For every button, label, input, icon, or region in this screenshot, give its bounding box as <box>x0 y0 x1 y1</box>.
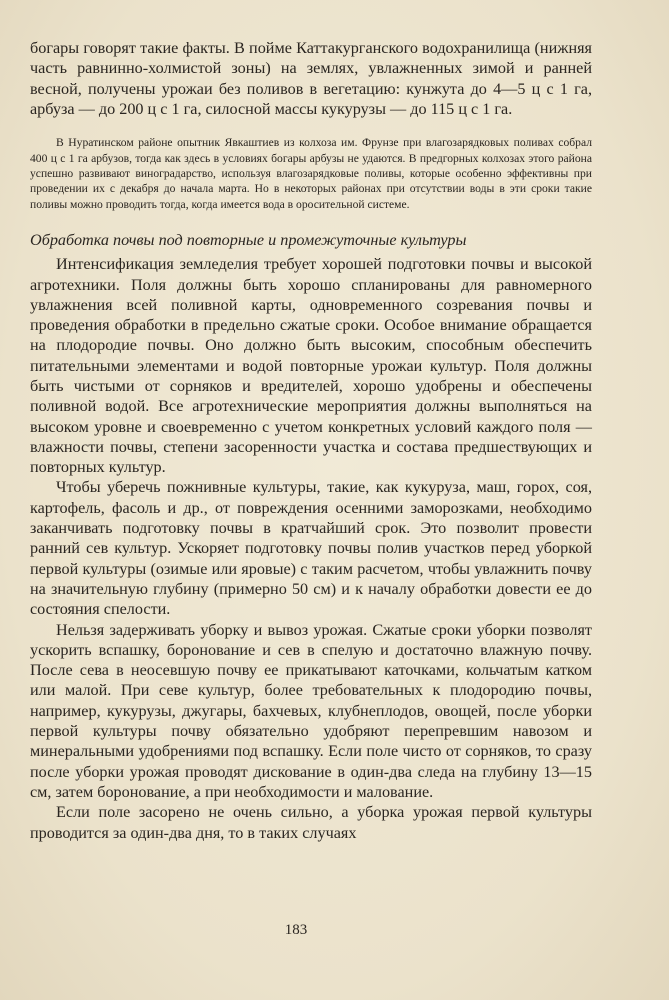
body-paragraph: Если поле засорено не очень сильно, а уборка урожая первой культуры проводится за один-два дня, то в таких случаях <box>30 803 592 842</box>
page-number: 183 <box>284 922 308 938</box>
body-paragraph: Нельзя задерживать уборку и вывоз урожая. Сжатые сроки уборки позволят ускорить вспашку, боронование и сев в спелую и достаточно влажную почву. После сева в неосевшую почву ее прикатывают каточками, кольчатым катком или малой. При севе культур, более требовательных к плодородию почвы, например, кукурузы, джугары, бахчевых, клубнеплодов, овощей, после уборки первой культуры почву обязательно удобряют перепревшим навозом и минеральными удобрениями под вспашку. Если поле чисто от сорняков, то сразу после уборки урожая проводят дискование в один-два следа на глубину 13—15 см, затем боронование, а при необходимости и малование. <box>30 620 592 801</box>
body-paragraph: Интенсификация земледелия требует хорошей подготовки почвы и высокой агротехники. Поля должны быть хорошо спланированы для равномерного увлажнения всей поливной карты, одновременного созревания почвы и проведения обработки в предельно сжатые сроки. Особое внимание обращается на плодородие почвы. Оно должно быть высоким, способным обеспечить питательными элементами и водой повторные урожаи культур. Поля должны быть чистыми от сорняков и вредителей, хорошо удобрены и обеспечены поливной водой. Все агротехнические мероприятия должны выполняться на высоком уровне и своевременно с учетом конкретных условий каждого поля — влажности почвы, степени засоренности участка и состава предшествующих и повторных культур. <box>30 255 592 477</box>
body-paragraph: Чтобы уберечь пожнивные культуры, такие, как кукуруза, маш, горох, соя, картофель, фасоль и др., от повреждения осенними заморозками, необходимо заканчивать подготовку почвы в кратчайший срок. Это позволит провести ранний сев культур. Ускоряет подготовку почвы полив участков перед уборкой первой культуры (озимые или яровые) с таким расчетом, чтобы увлажнить почву на значительную глубину (примерно 50 см) и к началу обработки довести ее до состояния спелости. <box>30 478 592 619</box>
top-paragraph: богары говорят такие факты. В пойме Каттакурганского водохранилища (нижняя часть равнинно-холмистой зоны) на землях, увлажненных зимой и ранней весной, получены урожаи без поливов в вегетацию: кунжута до 4—5 ц с 1 га, арбуза — до 200 ц с 1 га, силосной массы кукурузы — до 115 ц с 1 га. <box>30 39 592 118</box>
section-heading: Обработка почвы под повторные и промежуточные культуры <box>30 231 467 250</box>
note-paragraph: В Нуратинском районе опытник Явкаштиев из колхоза им. Фрунзе при влагозарядковых поливах собрал 400 ц с 1 га арбузов, тогда как здесь в условиях богары арбузы не удаются. В предгорных колхозах этого района успешно развивают виноградарство, используя влагозарядковые поливы, которые особенно эффективны при проведении их с декабря до начала марта. Но в некоторых районах при отсутствии воды в эти сроки такие поливы можно проводить тогда, когда имеется вода в оросительной системе. <box>30 136 592 211</box>
page-body <box>30 38 592 843</box>
